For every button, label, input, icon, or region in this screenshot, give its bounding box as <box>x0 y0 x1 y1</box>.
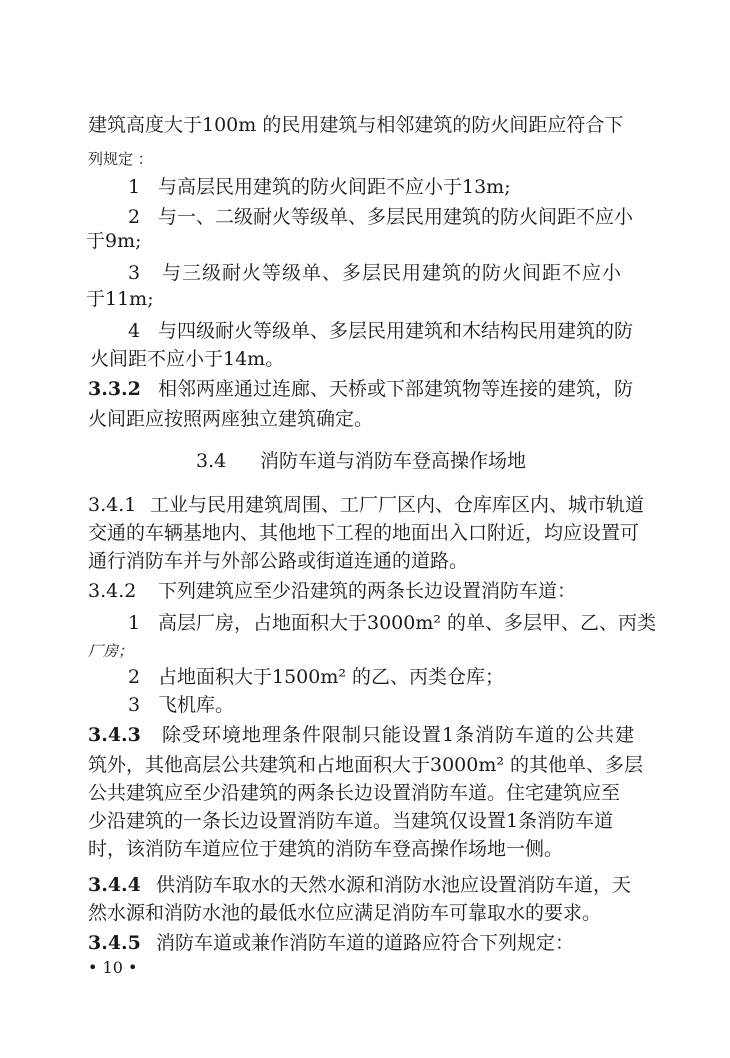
list-item <box>0 688 730 722</box>
text-line <box>0 108 730 142</box>
clause-text-continued: 火间距应按照两座独立建筑确定。 <box>88 408 374 430</box>
text-line <box>0 282 730 316</box>
clause-text-continued: 公共建筑应至少沿建筑的两条长边设置消防车道。住宅建筑应至 <box>88 782 621 804</box>
item-text: 高层厂房，占地面积大于3000m² 的单、多层甲、乙、丙类 <box>158 612 657 634</box>
text-line <box>0 896 730 930</box>
section-heading <box>0 444 730 478</box>
item-number: 1 <box>128 612 141 634</box>
text-line <box>0 544 730 578</box>
paragraph-text: 建筑高度大于100m 的民用建筑与相邻建筑的防火间距应符合下 <box>88 114 624 136</box>
clause-number: 3.3.2 <box>88 378 141 400</box>
clause-text: 相邻两座通过连廊、天桥或下部建筑物等连接的建筑，防 <box>158 378 634 400</box>
clause <box>0 574 730 608</box>
clause-text-continued: 筑外，其他高层公共建筑和占地面积大于3000m² 的其他单、多层 <box>88 754 644 776</box>
clause-text-continued: 然水源和消防水池的最低水位应满足消防车可靠取水的要求。 <box>88 902 602 924</box>
item-number: 3 <box>128 694 141 716</box>
text-line <box>0 832 730 866</box>
text-line <box>0 224 730 258</box>
item-text: 占地面积大于1500m² 的乙、丙类仓库； <box>158 666 505 688</box>
clause-text-continued: 时，该消防车道应位于建筑的消防车登高操作场地一侧。 <box>88 838 564 860</box>
item-text: 飞机库。 <box>158 694 235 716</box>
item-text: 与四级耐火等级单、多层民用建筑和木结构民用建筑的防 <box>158 320 634 342</box>
clause-text: 消防车道或兼作消防车道的道路应符合下列规定： <box>156 932 575 954</box>
clause-number: 3.4.1 <box>88 494 137 516</box>
item-number: 2 <box>128 206 141 228</box>
clause <box>0 926 730 960</box>
clause-number: 3.4.3 <box>88 724 141 746</box>
section-title: 消防车道与消防车登高操作场地 <box>260 450 527 472</box>
list-item <box>0 170 730 204</box>
clause-text: 下列建筑应至少沿建筑的两条长边设置消防车道： <box>158 580 577 602</box>
item-text: 与一、二级耐火等级单、多层民用建筑的防火间距不应小 <box>158 206 634 228</box>
clause-number: 3.4.4 <box>88 874 141 896</box>
item-number: 3 <box>128 262 141 284</box>
item-text: 与高层民用建筑的防火间距不应小于13m; <box>158 176 511 198</box>
clause <box>0 718 730 752</box>
item-number: 1 <box>128 176 141 198</box>
item-number: 2 <box>128 666 141 688</box>
paragraph-text: 列规定 ： <box>88 150 153 168</box>
item-number: 4 <box>128 320 141 342</box>
clause-number: 3.4.5 <box>88 932 141 954</box>
item-text-continued: 于11m; <box>86 288 154 310</box>
section-number: 3.4 <box>196 450 227 472</box>
item-text-continued: 火间距不应小于14m。 <box>90 348 285 370</box>
clause-text: 除受环境地理条件限制只能设置1条消防车道的公共建 <box>162 724 636 746</box>
clause-text-continued: 少沿建筑的一条长边设置消防车道。当建筑仅设置1条消防车道 <box>88 810 614 832</box>
item-text-continued: 于9m; <box>86 230 142 252</box>
clause-text-continued: 通行消防车并与外部公路或街道连通的道路。 <box>88 550 469 572</box>
item-text-continued: 厂房； <box>88 642 134 660</box>
item-text: 与三级耐火等级单、多层民用建筑的防火间距不应小 <box>162 262 623 284</box>
clause-text-continued: 交通的车辆基地内、其他地下工程的地面出入口附近，均应设置可 <box>88 522 640 544</box>
clause-text: 工业与民用建筑周围、工厂厂区内、仓库库区内、城市轨道 <box>150 494 645 516</box>
text-line <box>0 402 730 436</box>
clause <box>0 372 730 406</box>
clause-text: 供消防车取水的天然水源和消防水池应设置消防车道，天 <box>156 874 632 896</box>
text-line <box>0 342 730 376</box>
page-number: • 10 • <box>88 958 138 977</box>
clause-number: 3.4.2 <box>88 580 137 602</box>
